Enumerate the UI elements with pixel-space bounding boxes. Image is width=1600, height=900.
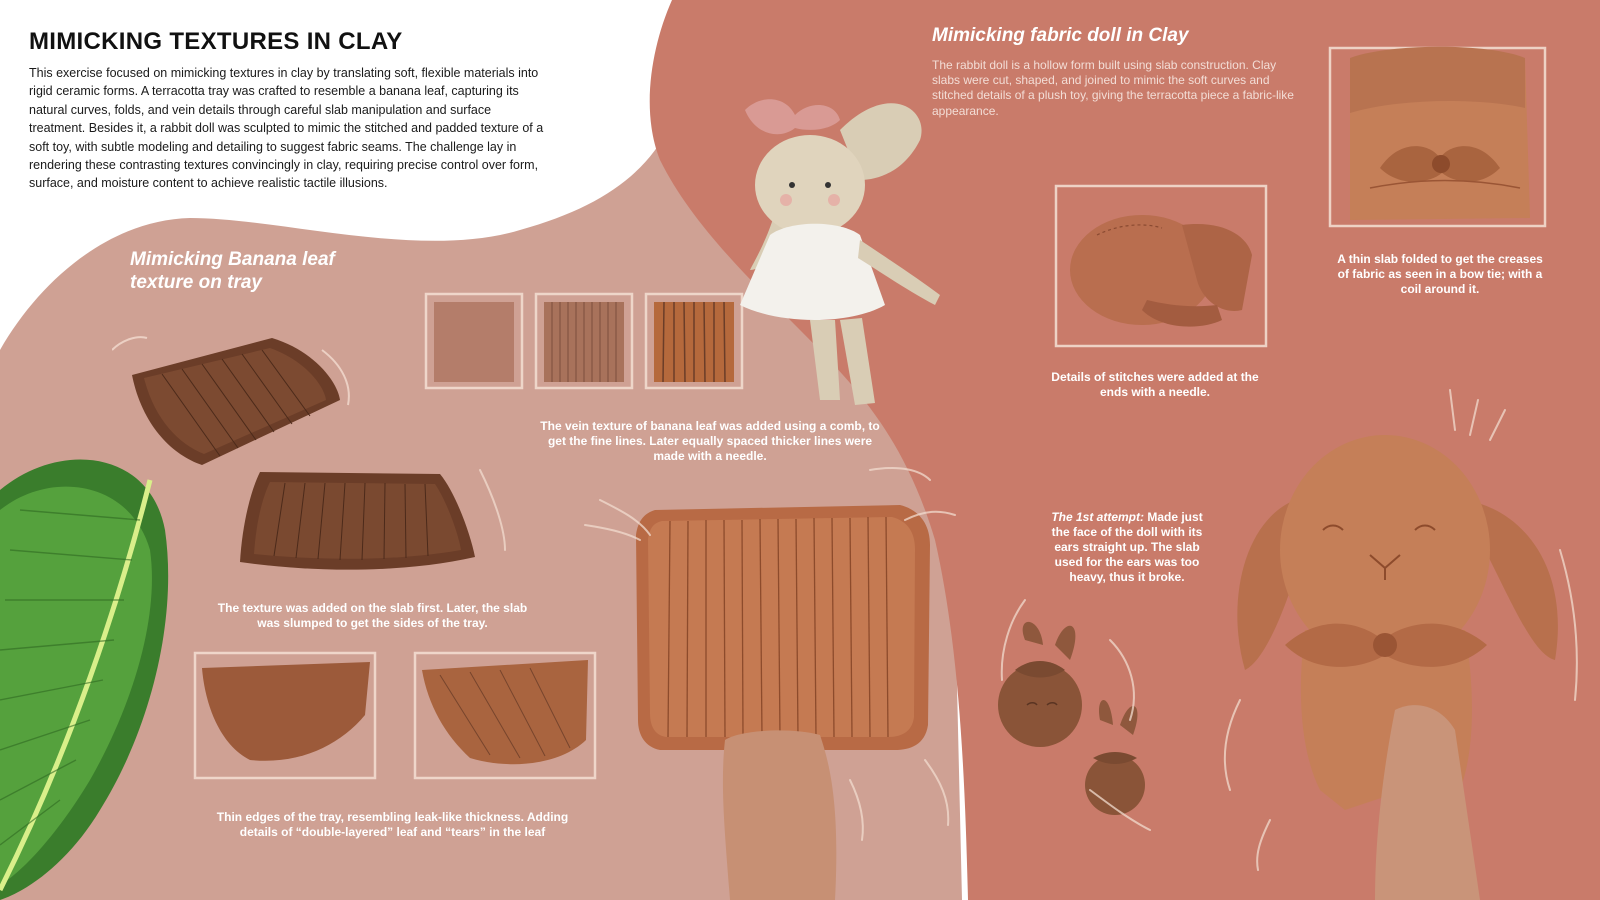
caption-first-attempt bbox=[1042, 510, 1212, 585]
page-title: MIMICKING TEXTURES IN CLAY bbox=[29, 28, 403, 55]
first-attempt-text: Made just the face of the doll with its ears straight up. The slab used for the ears was too heavy, thus it broke. bbox=[1051, 510, 1203, 584]
banana-heading: Mimicking Banana leaf texture on tray bbox=[130, 249, 335, 293]
first-attempt-label: The 1st attempt: bbox=[1051, 510, 1144, 524]
fabric-heading: Mimicking fabric doll in Clay bbox=[932, 25, 1189, 46]
caption-slump: The texture was added on the slab first. Later, the slab was slumped to get the sides of the tray. bbox=[217, 601, 528, 630]
caption-thin-edges: Thin edges of the tray, resembling leak-like thickness. Adding details of “double-layered” leaf and “tears” in the leaf bbox=[216, 810, 569, 839]
caption-vein-texture: The vein texture of banana leaf was added using a comb, to get the fine lines. Later equally spaced thicker lines were made with a needle. bbox=[540, 419, 880, 463]
caption-stitches: Details of stitches were added at the ends with a needle. bbox=[1051, 370, 1259, 399]
intro-paragraph: This exercise focused on mimicking textures in clay by translating soft, flexible materials into rigid ceramic forms. A terracotta tray was crafted to resemble a banana leaf, capturing its natural curves, folds, and vein details through careful slab manipulation and surface treatment. Besides it, a rabbit doll was sculpted to mimic the stitched and padded texture of a soft toy, with subtle modeling and detailing to suggest fabric seams. The challenge lay in rendering these contrasting textures convincingly in clay, requiring precise control over form, surface, and moisture content to achieve realistic tactile illusions. bbox=[29, 66, 544, 191]
caption-bow: A thin slab folded to get the creases of fabric as seen in a bow tie; with a coil around it. bbox=[1337, 252, 1543, 296]
fabric-intro-paragraph: The rabbit doll is a hollow form built using slab construction. Clay slabs were cut, shaped, and joined to mimic the soft curves and stitched details of a plush toy, giving the terracotta piece a fabric-like appearance. bbox=[932, 58, 1294, 118]
